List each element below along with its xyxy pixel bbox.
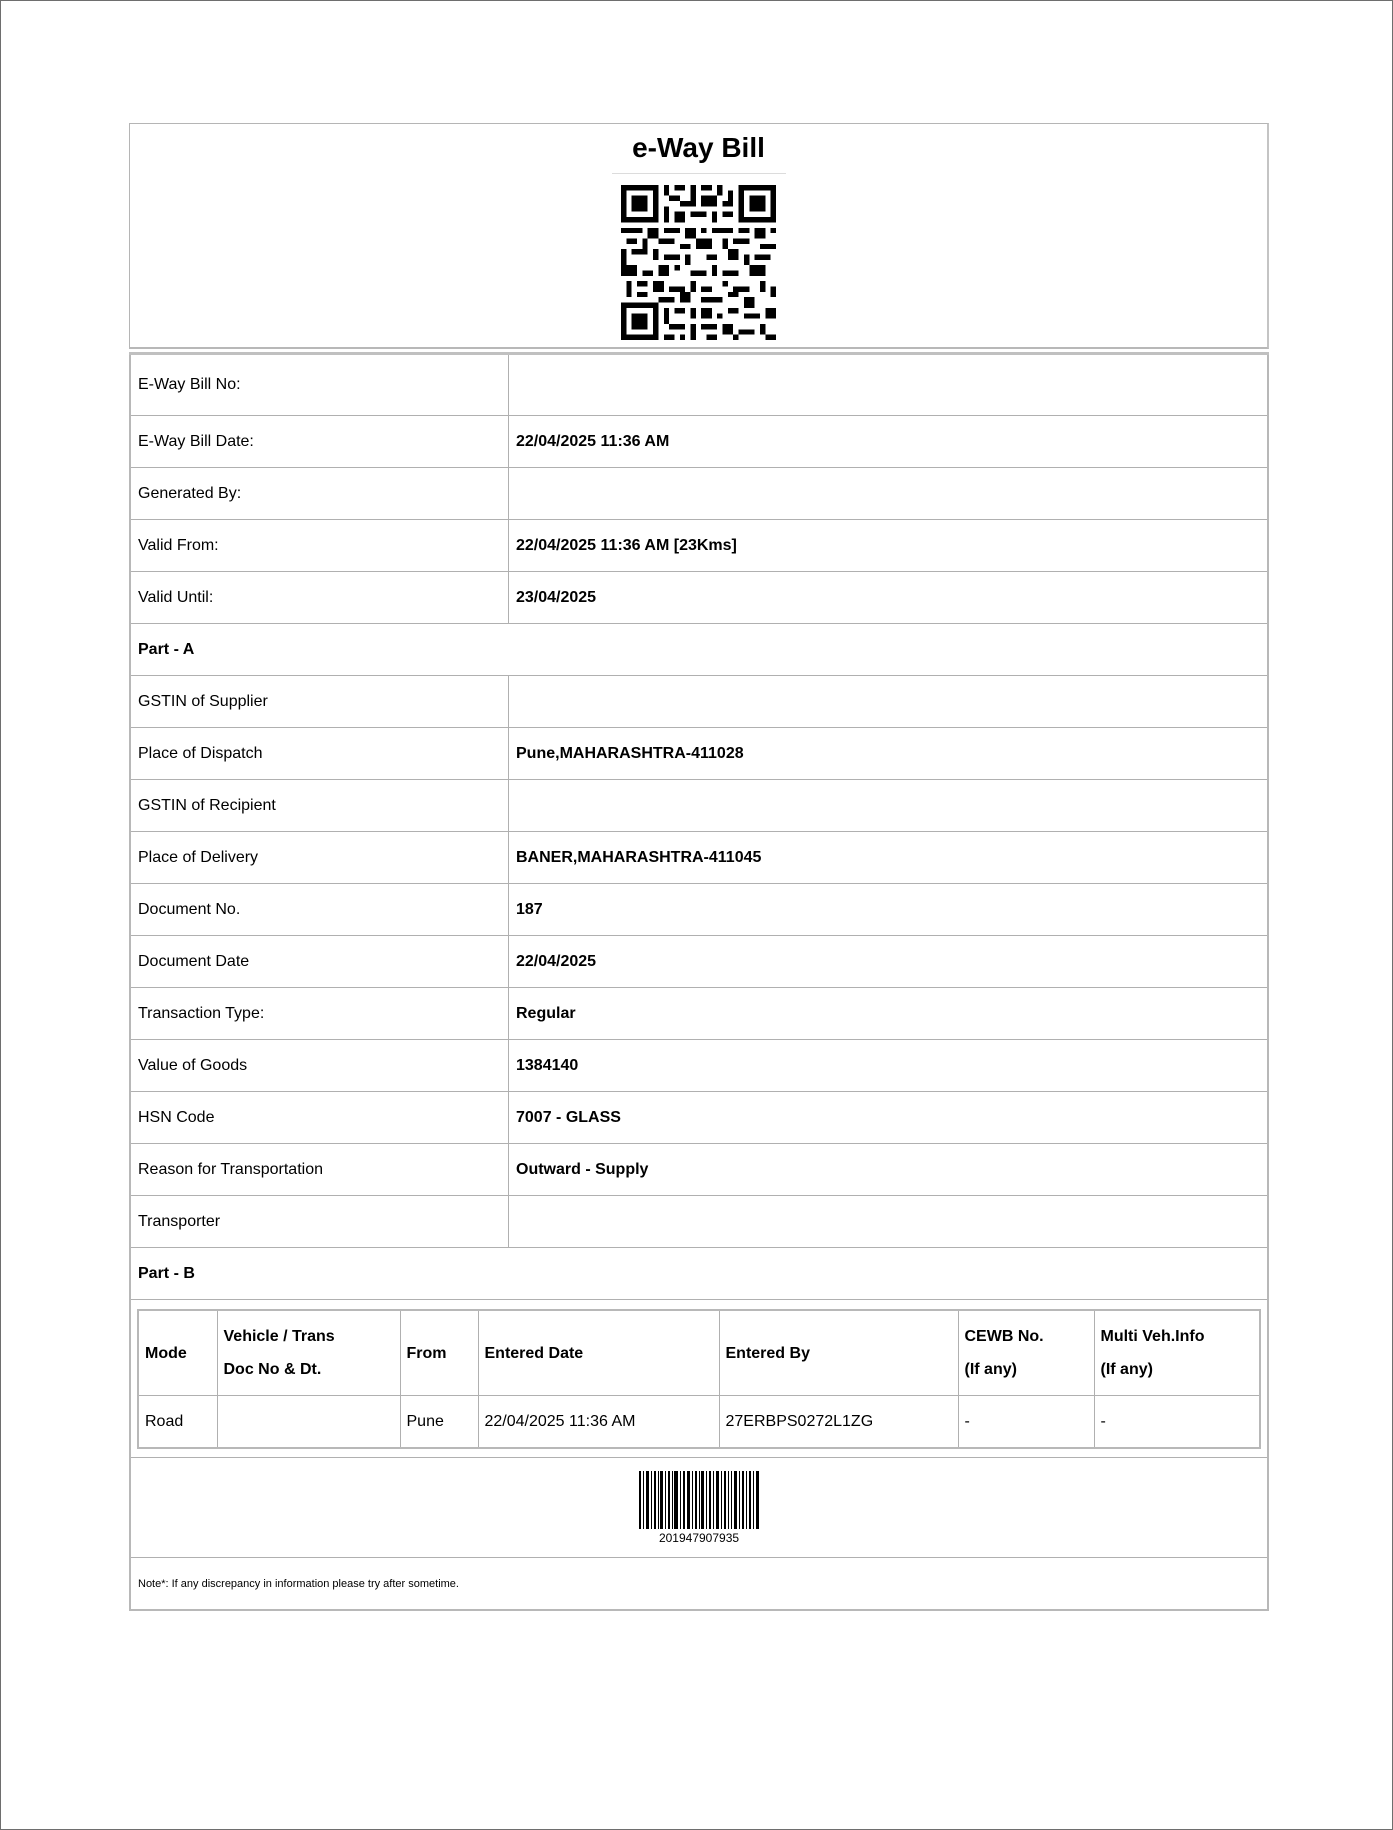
table-row bbox=[130, 354, 1268, 416]
column-header-entered-by bbox=[719, 1310, 958, 1396]
table-row bbox=[130, 988, 1268, 1040]
part-b-container bbox=[130, 1300, 1268, 1458]
field-value: 22/04/2025 11:36 AM bbox=[509, 416, 1269, 468]
section-heading: Part - B bbox=[130, 1248, 1268, 1300]
field-value bbox=[509, 468, 1269, 520]
table-row bbox=[130, 416, 1268, 468]
field-label: Value of Goods bbox=[130, 1040, 509, 1092]
table-row bbox=[130, 780, 1268, 832]
column-header-mode bbox=[138, 1310, 217, 1396]
barcode-row bbox=[130, 1458, 1268, 1558]
field-label: HSN Code bbox=[130, 1092, 509, 1144]
field-label: GSTIN of Supplier bbox=[130, 676, 509, 728]
table-row bbox=[138, 1396, 1260, 1449]
column-header-text: Multi Veh.Info bbox=[1100, 1328, 1205, 1345]
table-row bbox=[130, 1144, 1268, 1196]
table-row bbox=[130, 468, 1268, 520]
eway-bill-table bbox=[129, 352, 1269, 1611]
table-row bbox=[130, 520, 1268, 572]
field-value: 22/04/2025 11:36 AM [23Kms] bbox=[509, 520, 1269, 572]
column-header-subtext: (If any) bbox=[964, 1361, 1017, 1378]
table-row bbox=[130, 884, 1268, 936]
note-text: Note*: If any discrepancy in information please try after sometime. bbox=[130, 1558, 1268, 1611]
field-label: Transporter bbox=[130, 1196, 509, 1248]
field-value bbox=[509, 676, 1269, 728]
section-row-part-b bbox=[130, 1248, 1268, 1300]
barcode-icon bbox=[639, 1471, 759, 1529]
field-label: Generated By: bbox=[130, 468, 509, 520]
section-heading: Part - A bbox=[130, 624, 1268, 676]
column-header-text: Vehicle / Trans bbox=[223, 1328, 335, 1345]
cell-entered-date: 22/04/2025 11:36 AM bbox=[478, 1396, 719, 1449]
column-header-multi-veh bbox=[1094, 1310, 1260, 1396]
part-b-table bbox=[137, 1309, 1261, 1449]
column-header-from bbox=[400, 1310, 478, 1396]
column-header-cewb bbox=[958, 1310, 1094, 1396]
table-row bbox=[130, 1196, 1268, 1248]
qr-code-icon bbox=[621, 185, 776, 340]
field-value: Pune,MAHARASHTRA-411028 bbox=[509, 728, 1269, 780]
column-header-subtext: (If any) bbox=[1100, 1361, 1153, 1378]
field-label: Valid From: bbox=[130, 520, 509, 572]
field-value: Outward - Supply bbox=[509, 1144, 1269, 1196]
table-row bbox=[130, 1092, 1268, 1144]
column-header-vehicle bbox=[217, 1310, 400, 1396]
field-label: Document Date bbox=[130, 936, 509, 988]
barcode-number: 201947907935 bbox=[658, 1530, 740, 1545]
column-header-text: Entered By bbox=[725, 1344, 810, 1362]
column-header-entered-date bbox=[478, 1310, 719, 1396]
table-row bbox=[130, 676, 1268, 728]
table-header-row bbox=[138, 1310, 1260, 1396]
title-divider bbox=[612, 173, 786, 174]
page-title: e-Way Bill bbox=[632, 132, 765, 163]
table-row bbox=[130, 728, 1268, 780]
field-value: Regular bbox=[509, 988, 1269, 1040]
part-b-table-row bbox=[130, 1300, 1268, 1458]
column-header-text: Mode bbox=[145, 1344, 187, 1362]
field-label: Place of Delivery bbox=[130, 832, 509, 884]
table-row bbox=[130, 572, 1268, 624]
header-box bbox=[129, 123, 1269, 349]
column-header-text: From bbox=[406, 1344, 447, 1362]
field-label: Transaction Type: bbox=[130, 988, 509, 1040]
section-row-part-a bbox=[130, 624, 1268, 676]
field-value bbox=[509, 780, 1269, 832]
column-header-text: CEWB No. bbox=[964, 1328, 1044, 1345]
cell-mode: Road bbox=[138, 1396, 217, 1449]
field-value: 7007 - GLASS bbox=[509, 1092, 1269, 1144]
cell-entered-by: 27ERBPS0272L1ZG bbox=[719, 1396, 958, 1449]
field-label: Place of Dispatch bbox=[130, 728, 509, 780]
field-value bbox=[509, 1196, 1269, 1248]
cell-cewb: - bbox=[958, 1396, 1094, 1449]
field-label: Reason for Transportation bbox=[130, 1144, 509, 1196]
field-value: 23/04/2025 bbox=[509, 572, 1269, 624]
field-value: 187 bbox=[509, 884, 1269, 936]
cell-vehicle bbox=[217, 1396, 400, 1449]
field-value bbox=[509, 354, 1269, 416]
cell-from: Pune bbox=[400, 1396, 478, 1449]
table-row bbox=[130, 1040, 1268, 1092]
table-row bbox=[130, 832, 1268, 884]
field-value: BANER,MAHARASHTRA-411045 bbox=[509, 832, 1269, 884]
table-row bbox=[130, 936, 1268, 988]
column-header-subtext: Doc No & Dt. bbox=[223, 1361, 322, 1378]
field-value: 22/04/2025 bbox=[509, 936, 1269, 988]
column-header-text: Entered Date bbox=[484, 1344, 584, 1362]
note-row bbox=[130, 1558, 1268, 1611]
cell-multi-veh: - bbox=[1094, 1396, 1260, 1449]
field-value: 1384140 bbox=[509, 1040, 1269, 1092]
field-label: E-Way Bill No: bbox=[130, 354, 509, 416]
field-label: Document No. bbox=[130, 884, 509, 936]
field-label: GSTIN of Recipient bbox=[130, 780, 509, 832]
field-label: Valid Until: bbox=[130, 572, 509, 624]
barcode-container bbox=[130, 1458, 1268, 1558]
field-label: E-Way Bill Date: bbox=[130, 416, 509, 468]
